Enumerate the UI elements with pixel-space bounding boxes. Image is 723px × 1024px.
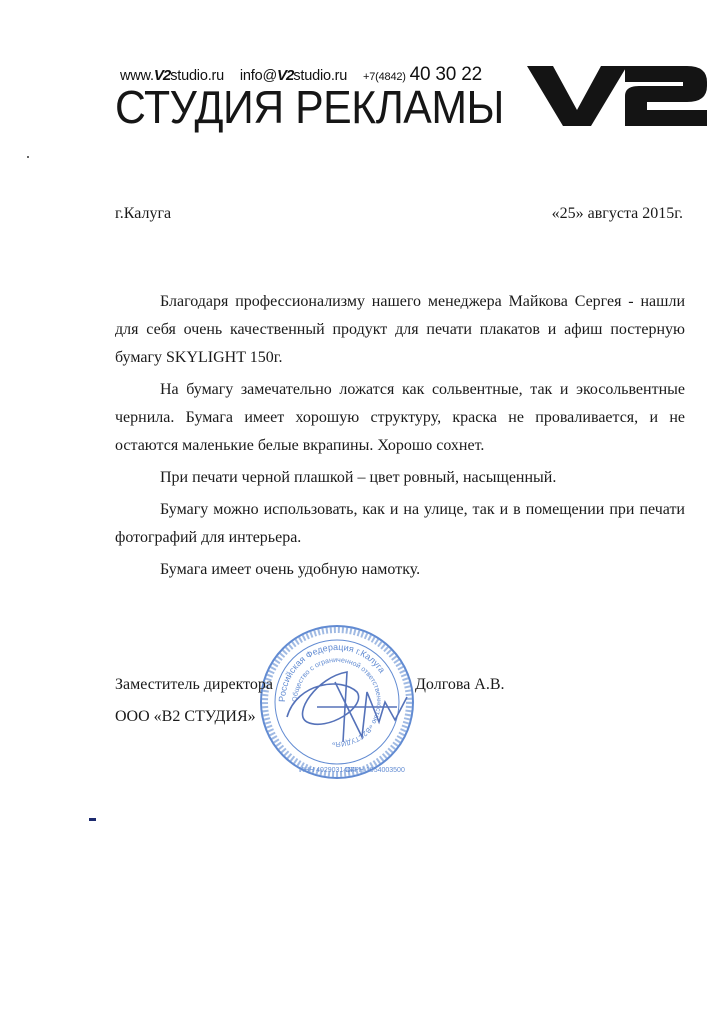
scan-speck <box>27 156 29 158</box>
paragraph: Бумага имеет очень удобную намотку. <box>160 561 421 578</box>
scan-speck <box>89 818 96 821</box>
company-stamp-icon <box>257 622 417 782</box>
website-link[interactable]: www.V2studio.ru <box>120 67 225 84</box>
v2-logo-icon <box>527 66 707 126</box>
svg-text:Российская Федерация г.Калуга: Российская Федерация г.Калуга <box>276 641 388 703</box>
paragraph: На бумагу замечательно ложатся как сольвентные, так и экосольвентные чернила. Бумага имеет хорошую структуру, краска не проваливается, и не остаются маленькие белые вкрапины. Хорошо сохнет. <box>115 381 685 454</box>
signatory-role: Заместитель директора <box>115 676 274 693</box>
paragraph: Благодаря профессионализму нашего менеджера Майкова Сергея - нашли для себя очень качественный продукт для печати плакатов и афиш постерную бумагу SKYLIGHT 150г. <box>115 293 685 366</box>
signature-scribble <box>287 672 407 742</box>
studio-title: СТУДИЯ РЕКЛАМЫ <box>115 81 504 133</box>
city: г.Калуга <box>115 205 172 222</box>
phone: +7(4842) 40 30 22 <box>363 64 482 85</box>
paragraph: При печати черной плашкой – цвет ровный, насыщенный. <box>160 469 557 486</box>
svg-text:ИНН 4029031464: ИНН 4029031464 <box>299 767 356 774</box>
svg-text:Общество с ограниченной ответс: Общество с ограниченной ответственностью «В2СТУДИЯ» <box>291 656 383 748</box>
v2-mini-logo: V2 <box>153 67 171 84</box>
letter-date: «25» августа 2015г. <box>551 205 683 222</box>
v2-mini-logo: V2 <box>276 67 294 84</box>
svg-text:ОГРН 1054003500: ОГРН 1054003500 <box>345 767 405 774</box>
letter-body <box>115 288 685 588</box>
paragraph: Бумагу можно использовать, как и на улице, так и в помещении при печати фотографий для интерьера. <box>115 501 685 546</box>
letterhead <box>115 58 705 138</box>
email-link[interactable]: info@V2studio.ru <box>239 67 348 84</box>
signatory-name: Долгова А.В. <box>415 676 505 693</box>
signatory-organization: ООО «В2 СТУДИЯ» <box>115 708 256 725</box>
